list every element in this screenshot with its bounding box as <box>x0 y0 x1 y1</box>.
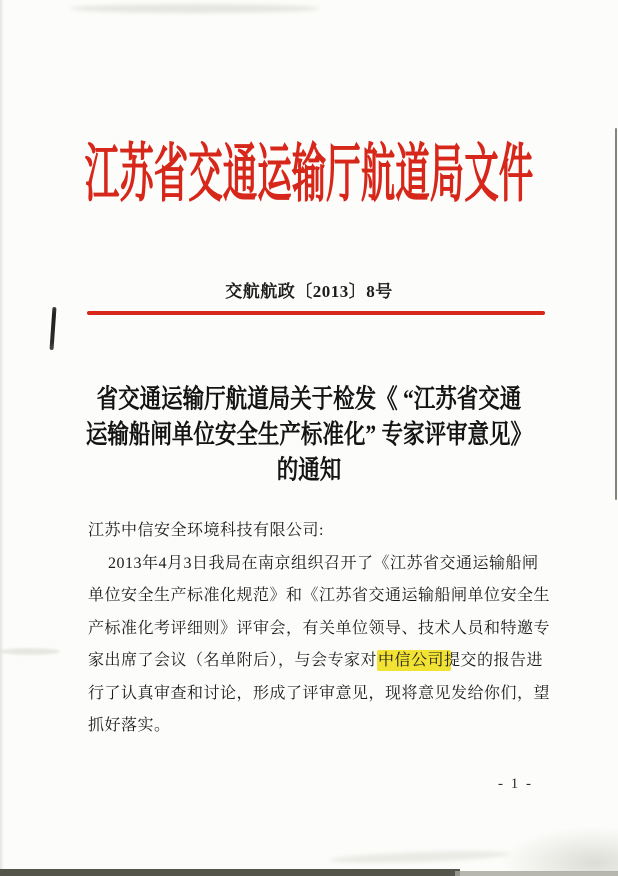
paragraph-line-5: 行了认真审查和讨论，形成了评审意见，现将意见发给你们，望 <box>88 684 551 702</box>
highlight-line-pre-text: 家出席了会议（名单附后），与会专家对 <box>88 652 378 669</box>
highlighted-company-name: 中信公司 <box>377 650 451 671</box>
scan-smudge-bottom-right <box>500 826 618 872</box>
paragraph-line-4-with-highlight <box>88 645 550 678</box>
pen-stroke-mark <box>50 307 56 350</box>
notice-subject-title <box>0 382 618 488</box>
scan-smudge-diagonal <box>330 849 510 865</box>
red-divider-line <box>87 311 545 315</box>
subject-line-1: 省交通运输厅航道局关于检发《 “江苏省交通 <box>96 384 522 414</box>
subject-line-2: 运输船闸单位安全生产标准化” 专家评审意见》 <box>85 419 533 450</box>
document-reference-number: 交航航政〔2013〕8号 <box>225 282 393 301</box>
paragraph-line-1: 2013年4月3日我局在南京组织召开了《江苏省交通运输船闸 <box>108 554 539 572</box>
paragraph-line-3: 产标准化考评细则》评审会，有关单位领导、技术人员和特邀专 <box>88 619 551 637</box>
paragraph-line-6: 抓好落实。 <box>88 717 171 734</box>
subject-line-3: 的通知 <box>276 455 342 485</box>
scan-edge-bottom-dark <box>0 869 460 876</box>
scan-edge-bottom-light <box>455 871 618 876</box>
agency-letterhead-title: 江苏省交通运输厅航道局文件 <box>84 140 534 211</box>
page-number: - 1 - <box>498 776 533 792</box>
notice-body <box>88 515 550 743</box>
scan-smudge-top <box>70 4 320 13</box>
recipient-line: 江苏中信安全环境科技有限公司: <box>88 522 324 539</box>
scan-smudge-left <box>0 648 60 655</box>
paragraph-line-2: 单位安全生产标准化规范》和《江苏省交通运输船闸单位安全生 <box>88 587 551 604</box>
highlight-line-post-text: 提交的报告进 <box>444 652 544 669</box>
